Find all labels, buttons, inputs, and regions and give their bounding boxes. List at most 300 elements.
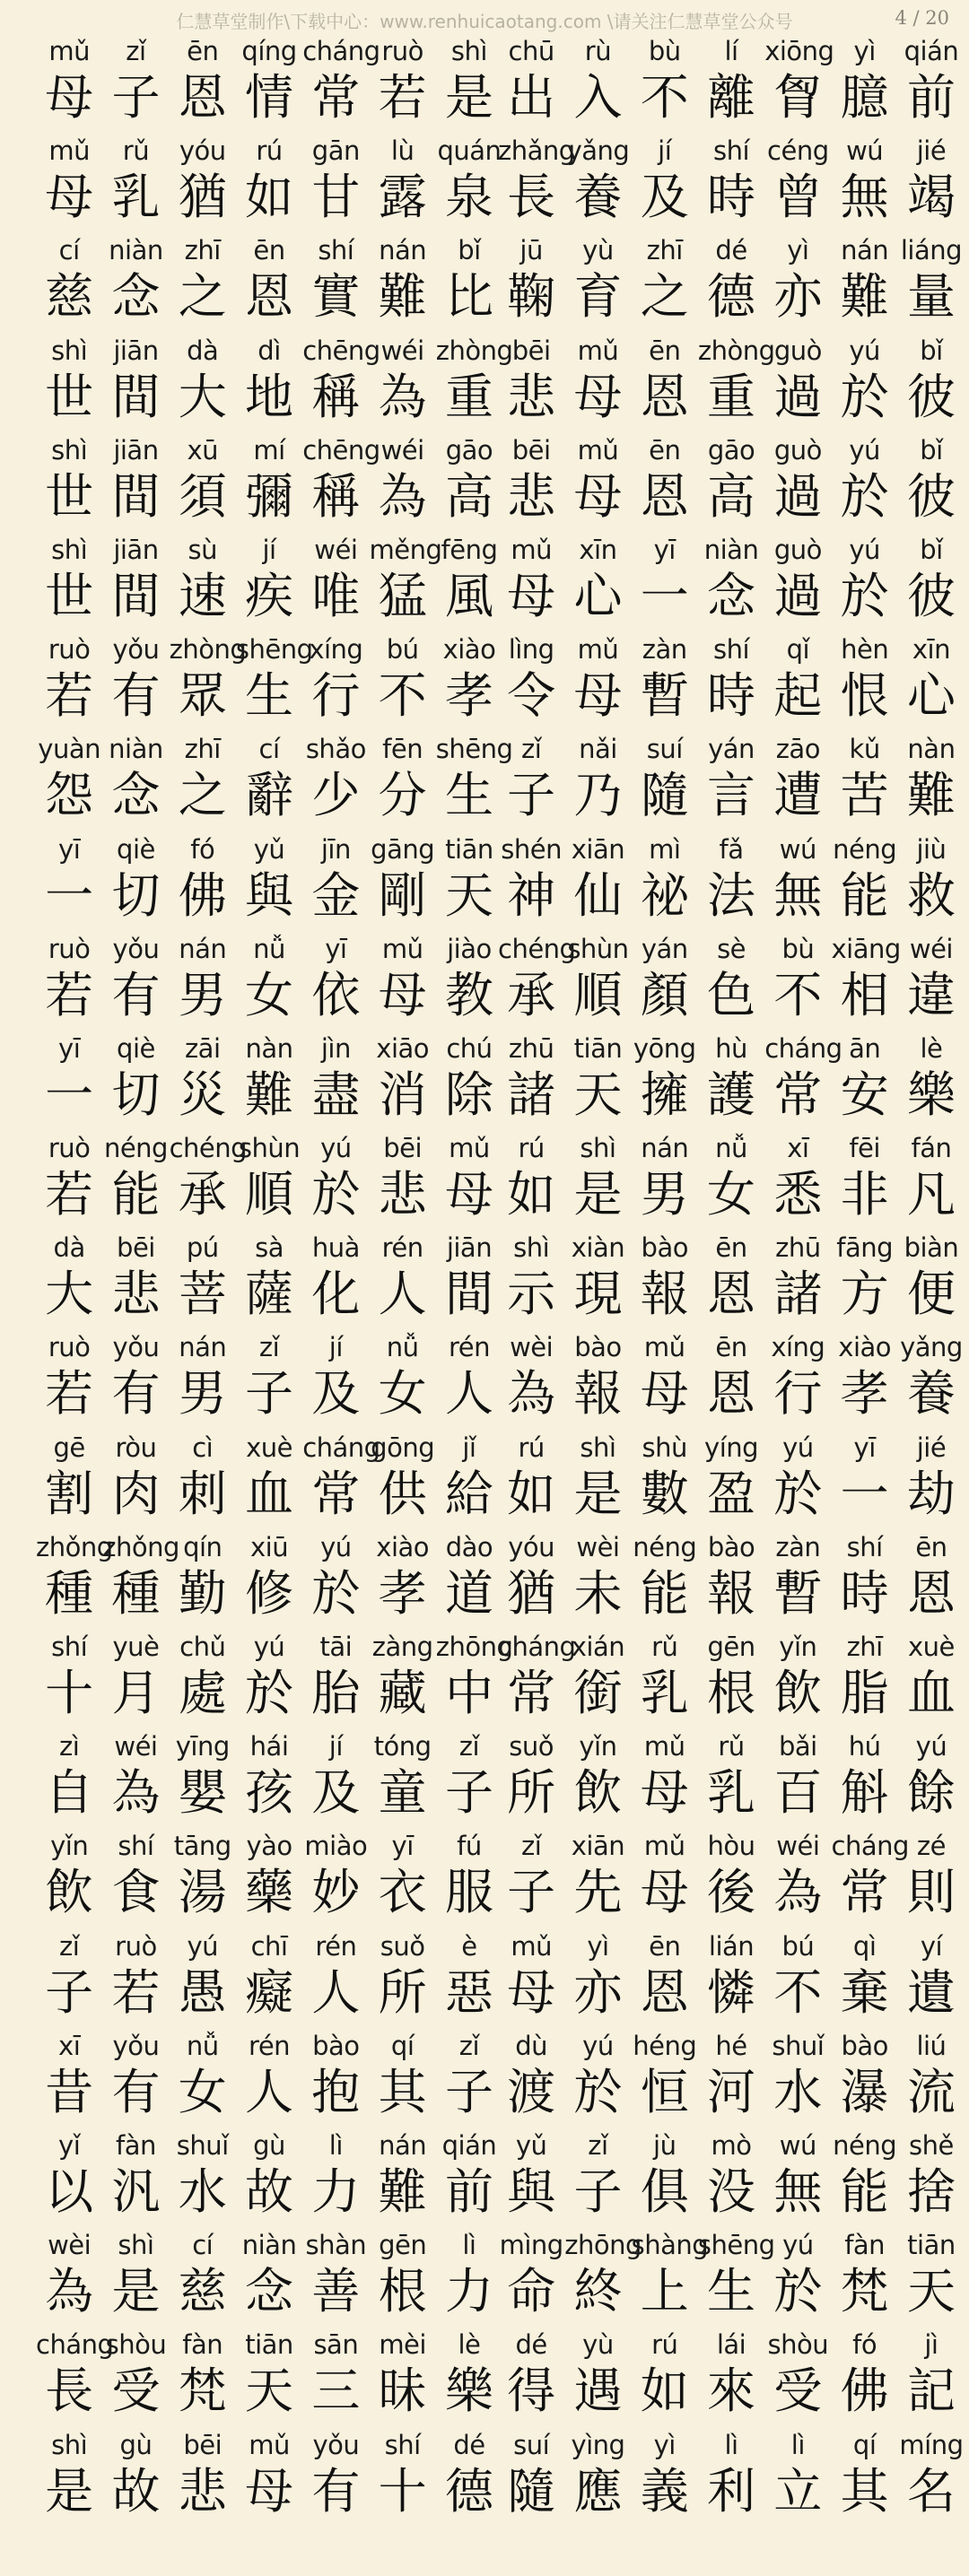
pinyin-text: chú	[446, 1032, 493, 1064]
hanzi-character: 之	[640, 268, 689, 326]
hanzi-character: 離	[707, 69, 756, 126]
pinyin-text: cì	[192, 1432, 214, 1463]
hanzi-character: 間	[444, 1266, 493, 1323]
syllable	[632, 233, 698, 326]
syllable	[170, 1330, 236, 1423]
pinyin-text: shēng	[235, 634, 313, 666]
syllable	[564, 1630, 631, 1723]
hanzi-character: 斛	[840, 1764, 889, 1822]
pinyin-text: zǐ	[126, 36, 146, 66]
syllable	[370, 34, 436, 127]
pinyin-text: xīn	[912, 634, 950, 666]
hanzi-character: 念	[707, 567, 756, 624]
syllable	[436, 1231, 502, 1324]
syllable	[632, 1630, 698, 1723]
pinyin-text: wéi	[380, 335, 424, 366]
syllable	[36, 832, 102, 926]
syllable	[764, 233, 831, 326]
syllable	[302, 533, 369, 626]
pinyin-text: xiōng	[764, 36, 834, 66]
syllable	[36, 334, 102, 427]
pinyin-text: yú	[582, 2030, 614, 2061]
syllable	[302, 1630, 369, 1723]
hanzi-character: 分	[378, 767, 427, 824]
hanzi-character: 子	[444, 1764, 493, 1822]
hanzi-character: 養	[906, 1365, 956, 1423]
pinyin-text: nàn	[245, 1032, 293, 1064]
hanzi-character: 不	[773, 966, 823, 1023]
pinyin-text: wú	[846, 135, 884, 167]
hanzi-character: 月	[111, 1665, 161, 1721]
pinyin-text: fēng	[441, 534, 498, 565]
pinyin-text: bēi	[383, 1133, 423, 1164]
verse-line	[36, 732, 513, 831]
syllable	[898, 1031, 965, 1125]
pinyin-text: zāo	[775, 734, 820, 765]
pinyin-text: yī	[653, 534, 676, 565]
syllable	[831, 1829, 909, 1922]
syllable	[898, 1330, 965, 1423]
verse-line	[36, 2428, 502, 2528]
syllable	[370, 1530, 436, 1623]
pinyin-text: zàn	[642, 634, 687, 666]
hanzi-character: 乃	[573, 767, 623, 824]
syllable	[498, 1431, 564, 1524]
hanzi-character: 食	[111, 1864, 161, 1921]
syllable	[302, 233, 369, 326]
syllable	[498, 1829, 564, 1922]
hanzi-character: 女	[245, 966, 294, 1023]
syllable	[498, 34, 564, 127]
pinyin-text: yī	[58, 1032, 81, 1064]
pinyin-text: wéi	[114, 1731, 158, 1762]
hanzi-character: 憐	[707, 1963, 756, 2021]
hanzi-character: 是	[111, 2263, 161, 2320]
pinyin-text: rù	[584, 36, 612, 66]
hanzi-character: 常	[311, 69, 361, 126]
pinyin-text: suí	[513, 2429, 550, 2460]
syllable	[498, 932, 576, 1025]
hanzi-character: 人	[311, 1963, 361, 2021]
pinyin-text: jí	[328, 1332, 343, 1363]
hanzi-character: 遇	[573, 2363, 623, 2420]
pinyin-text: jù	[653, 2129, 677, 2161]
syllable	[698, 1929, 764, 2023]
syllable	[564, 1131, 631, 1224]
pinyin-text: rú	[651, 2329, 678, 2361]
syllable	[498, 2328, 564, 2421]
pinyin-text: fàn	[844, 2230, 886, 2261]
hanzi-character: 十	[378, 2462, 427, 2519]
hanzi-character: 渡	[507, 2063, 556, 2120]
hanzi-character: 難	[245, 1066, 294, 1123]
syllable	[36, 1630, 102, 1723]
pinyin-text: nǎi	[579, 734, 617, 765]
pinyin-text: chēng	[302, 335, 380, 366]
hanzi-character: 非	[840, 1166, 889, 1223]
pinyin-text: yì	[587, 1930, 609, 1962]
hanzi-character: 未	[573, 1564, 623, 1622]
hanzi-character: 没	[707, 2163, 756, 2220]
pinyin-text: yuàn	[38, 734, 100, 765]
syllable	[102, 334, 169, 427]
syllable	[36, 2029, 102, 2122]
hanzi-character: 母	[245, 2462, 294, 2519]
syllable	[564, 1231, 631, 1324]
syllable	[764, 1729, 831, 1823]
syllable	[436, 932, 502, 1025]
hanzi-character: 以	[45, 2163, 94, 2220]
hanzi-character: 起	[773, 667, 823, 725]
pinyin-text: rén	[249, 2030, 291, 2061]
syllable	[370, 134, 436, 227]
pinyin-text: nán	[841, 235, 889, 266]
hanzi-character: 得	[507, 2363, 556, 2420]
hanzi-character: 為	[111, 1764, 161, 1822]
hanzi-character: 數	[640, 1465, 689, 1522]
syllable	[764, 1829, 831, 1922]
syllable	[632, 2428, 698, 2521]
syllable	[698, 34, 764, 127]
pinyin-text: zhū	[508, 1032, 554, 1064]
pinyin-text: hòu	[707, 1831, 755, 1862]
pinyin-text: fēn	[382, 734, 423, 765]
pinyin-text: chéng	[169, 1133, 248, 1164]
verse-line	[498, 632, 965, 732]
hanzi-character: 有	[311, 2462, 361, 2519]
hanzi-character: 少	[311, 767, 361, 824]
syllable	[170, 134, 236, 227]
pinyin-text: rén	[315, 1930, 357, 1962]
syllable	[436, 2029, 502, 2122]
pinyin-text: bú	[386, 634, 419, 666]
syllable	[698, 2128, 764, 2222]
hanzi-character: 臆	[840, 69, 889, 126]
syllable	[102, 233, 169, 326]
hanzi-character: 間	[111, 368, 161, 425]
hanzi-character: 子	[111, 69, 161, 126]
pinyin-text: yìng	[571, 2429, 625, 2460]
hanzi-character: 德	[444, 2462, 493, 2519]
verse-line	[498, 2328, 965, 2427]
pinyin-text: hù	[715, 1032, 747, 1064]
verse-line	[36, 1231, 502, 1330]
hanzi-character: 地	[245, 368, 294, 425]
syllable	[498, 2228, 564, 2321]
pinyin-text: zǐ	[458, 2030, 480, 2061]
hanzi-character: 於	[573, 2063, 623, 2120]
hanzi-character: 不	[378, 667, 427, 725]
pinyin-text: sù	[188, 534, 217, 565]
pinyin-text: yú	[849, 534, 880, 565]
syllable	[764, 2128, 831, 2222]
syllable	[564, 334, 631, 427]
hanzi-character: 不	[773, 1963, 823, 2021]
hanzi-character: 菩	[178, 1266, 227, 1323]
pinyin-text: zàng	[371, 1632, 433, 1662]
pinyin-text: bǐ	[920, 434, 943, 466]
pinyin-text: mì	[649, 833, 681, 865]
syllable	[632, 433, 698, 527]
pinyin-text: rǔ	[651, 1632, 678, 1662]
pinyin-text: bú	[781, 1930, 815, 1962]
pinyin-text: qí	[390, 2030, 415, 2061]
hanzi-character: 法	[707, 866, 756, 924]
syllable	[764, 1231, 831, 1324]
syllable	[632, 1729, 698, 1823]
pinyin-text: yǔ	[515, 2129, 547, 2161]
pinyin-text: yì	[853, 36, 876, 66]
pinyin-text: yǒu	[112, 634, 160, 666]
pinyin-text: yào	[246, 1831, 292, 1862]
syllable	[236, 1330, 302, 1423]
pinyin-text: ruò	[48, 1332, 91, 1363]
syllable	[102, 1330, 169, 1423]
hanzi-character: 一	[45, 866, 94, 924]
pinyin-text: xuè	[246, 1432, 292, 1463]
hanzi-character: 若	[45, 966, 94, 1023]
syllable	[170, 2228, 236, 2321]
syllable	[632, 1829, 698, 1922]
syllable	[632, 1431, 698, 1524]
pinyin-text: qiè	[117, 1032, 155, 1064]
syllable	[498, 2428, 564, 2521]
hanzi-character: 於	[840, 467, 889, 525]
syllable	[764, 134, 831, 227]
syllable	[564, 233, 631, 326]
syllable	[36, 34, 102, 127]
pinyin-text: lè	[920, 1032, 943, 1064]
pinyin-text: xián	[571, 1632, 625, 1662]
hanzi-character: 妙	[311, 1864, 361, 1921]
verse-line	[36, 1530, 502, 1630]
pinyin-text: hé	[715, 2030, 747, 2061]
hanzi-character: 是	[45, 2462, 94, 2519]
hanzi-character: 天	[906, 2263, 956, 2320]
pinyin-text: néng	[103, 1133, 168, 1164]
hanzi-character: 泉	[444, 169, 493, 226]
pinyin-text: nǚ	[186, 2030, 219, 2061]
hanzi-character: 相	[840, 966, 889, 1023]
syllable	[564, 832, 631, 926]
pinyin-text: chēng	[302, 434, 380, 466]
syllable	[102, 2128, 169, 2222]
pinyin-text: mǔ	[48, 36, 90, 66]
hanzi-character: 能	[640, 1564, 689, 1622]
hanzi-character: 有	[111, 966, 161, 1023]
hanzi-character: 念	[111, 268, 161, 326]
pinyin-text: jiān	[113, 434, 159, 466]
pinyin-text: tāng	[173, 1831, 231, 1862]
syllable	[498, 832, 564, 926]
hanzi-character: 常	[840, 1864, 889, 1921]
pinyin-text: shì	[51, 434, 88, 466]
pinyin-text: bēi	[511, 434, 551, 466]
syllable	[236, 2328, 302, 2421]
hanzi-character: 盡	[311, 1066, 361, 1123]
hanzi-character: 彼	[906, 368, 956, 425]
pinyin-text: bù	[648, 36, 681, 66]
pinyin-text: rú	[256, 135, 283, 167]
pinyin-text: ēn	[649, 1930, 681, 1962]
syllable	[236, 1829, 302, 1922]
hanzi-character: 順	[245, 1166, 294, 1223]
syllable	[102, 1829, 169, 1922]
verse-line	[498, 2428, 965, 2528]
syllable	[632, 832, 698, 926]
syllable	[832, 1729, 898, 1823]
hanzi-character: 無	[773, 866, 823, 924]
pinyin-text: shí	[713, 135, 750, 167]
hanzi-character: 悲	[378, 1166, 427, 1223]
hanzi-character: 遭	[773, 767, 823, 824]
hanzi-character: 種	[111, 1564, 161, 1622]
hanzi-character: 孩	[245, 1764, 294, 1822]
syllable	[170, 1231, 236, 1324]
syllable	[370, 334, 436, 427]
hanzi-character: 生	[444, 767, 493, 824]
hanzi-character: 依	[311, 966, 361, 1023]
syllable	[236, 334, 302, 427]
pinyin-text: shě	[909, 2129, 954, 2161]
verse-line	[36, 1729, 502, 1829]
pinyin-text: shén	[501, 833, 562, 865]
hanzi-character: 苦	[840, 767, 889, 824]
syllable	[102, 832, 169, 926]
pinyin-text: hú	[848, 1731, 881, 1762]
pinyin-text: rú	[518, 1432, 545, 1463]
pinyin-text: hèn	[841, 634, 889, 666]
hanzi-character: 言	[707, 767, 756, 824]
pinyin-text: qián	[441, 2129, 497, 2161]
hanzi-character: 疾	[245, 567, 294, 624]
syllable	[370, 732, 436, 825]
syllable	[302, 134, 369, 227]
syllable	[498, 1729, 564, 1823]
hanzi-character: 若	[111, 1963, 161, 2021]
syllable	[370, 2428, 436, 2521]
hanzi-character: 天	[245, 2363, 294, 2420]
pinyin-text: zhī	[646, 235, 683, 266]
hanzi-character: 便	[906, 1266, 956, 1323]
pinyin-text: tóng	[373, 1731, 432, 1762]
syllable	[898, 334, 965, 427]
pinyin-text: mǔ	[511, 1930, 552, 1962]
verse-line	[36, 134, 502, 233]
pinyin-text: nán	[179, 1332, 227, 1363]
syllable	[564, 433, 631, 527]
hanzi-character: 修	[245, 1564, 294, 1622]
pinyin-text: bēi	[183, 2429, 223, 2460]
syllable	[436, 1431, 502, 1524]
hanzi-character: 孝	[444, 667, 493, 725]
syllable	[302, 1929, 369, 2023]
syllable	[631, 2228, 709, 2321]
hanzi-character: 竭	[906, 169, 956, 226]
pinyin-text: dà	[187, 335, 219, 366]
verse-line	[36, 2029, 502, 2128]
syllable	[36, 1330, 102, 1423]
pinyin-text: cháng	[302, 36, 380, 66]
pinyin-text: gē	[53, 1432, 85, 1463]
hanzi-character: 樂	[444, 2363, 493, 2420]
pinyin-text: mǔ	[643, 1332, 685, 1363]
hanzi-character: 報	[707, 1564, 756, 1622]
hanzi-character: 來	[707, 2363, 756, 2420]
syllable	[898, 632, 965, 726]
syllable	[698, 533, 764, 626]
syllable	[832, 2428, 898, 2521]
hanzi-character: 恩	[707, 1365, 756, 1423]
syllable	[498, 1231, 564, 1324]
pinyin-text: zhōng	[435, 1632, 513, 1662]
pinyin-text: yǒu	[112, 2030, 160, 2061]
pinyin-text: jí	[262, 534, 276, 565]
hanzi-character: 脂	[840, 1665, 889, 1721]
syllable	[898, 1530, 965, 1623]
syllable	[36, 1530, 113, 1623]
pinyin-text: qì	[852, 1930, 877, 1962]
syllable	[436, 533, 502, 626]
hanzi-character: 念	[111, 767, 161, 824]
pinyin-text: shì	[580, 1432, 616, 1463]
syllable	[698, 1131, 764, 1224]
hanzi-character: 為	[773, 1864, 823, 1921]
syllable	[436, 233, 502, 326]
header-watermark-text: 仁慧草堂制作\下载中心：www.renhuicaotang.com \请关注仁慧草堂公众号	[176, 11, 793, 32]
hanzi-character: 過	[773, 368, 823, 425]
syllable	[170, 932, 236, 1025]
hanzi-character: 前	[906, 69, 956, 126]
hanzi-character: 男	[178, 966, 227, 1023]
verse-line	[36, 2328, 502, 2427]
syllable	[764, 334, 831, 427]
syllable	[632, 2328, 698, 2421]
syllable	[698, 2029, 764, 2122]
hanzi-character: 顏	[640, 966, 689, 1023]
hanzi-character: 十	[45, 1665, 94, 1721]
syllable	[564, 732, 631, 825]
pinyin-text: dé	[715, 235, 747, 266]
pinyin-text: fàn	[182, 2329, 223, 2361]
pinyin-text: shàng	[631, 2230, 709, 2261]
pinyin-text: yǒu	[112, 1332, 160, 1363]
syllable	[832, 1231, 898, 1324]
pinyin-text: jiān	[113, 335, 159, 366]
hanzi-character: 如	[507, 1465, 556, 1522]
pinyin-text: xiāo	[376, 1032, 430, 1064]
syllable	[236, 2428, 302, 2521]
hanzi-character: 立	[773, 2462, 823, 2519]
hanzi-character: 救	[906, 866, 956, 924]
hanzi-character: 方	[840, 1266, 889, 1323]
syllable	[302, 1729, 369, 1823]
pinyin-text: yú	[915, 1731, 947, 1762]
syllable	[564, 932, 631, 1025]
hanzi-character: 愚	[178, 1963, 227, 2021]
hanzi-character: 切	[111, 866, 161, 924]
syllable	[764, 1330, 831, 1423]
pinyin-text: ròu	[115, 1432, 157, 1463]
pinyin-text: bào	[312, 2030, 360, 2061]
syllable	[764, 1131, 831, 1224]
syllable	[302, 632, 369, 726]
pinyin-text: lì	[790, 2429, 805, 2460]
pinyin-text: chī	[250, 1930, 288, 1962]
hanzi-character: 刺	[178, 1465, 227, 1522]
syllable	[170, 1729, 236, 1823]
pinyin-text: shí	[384, 2429, 421, 2460]
